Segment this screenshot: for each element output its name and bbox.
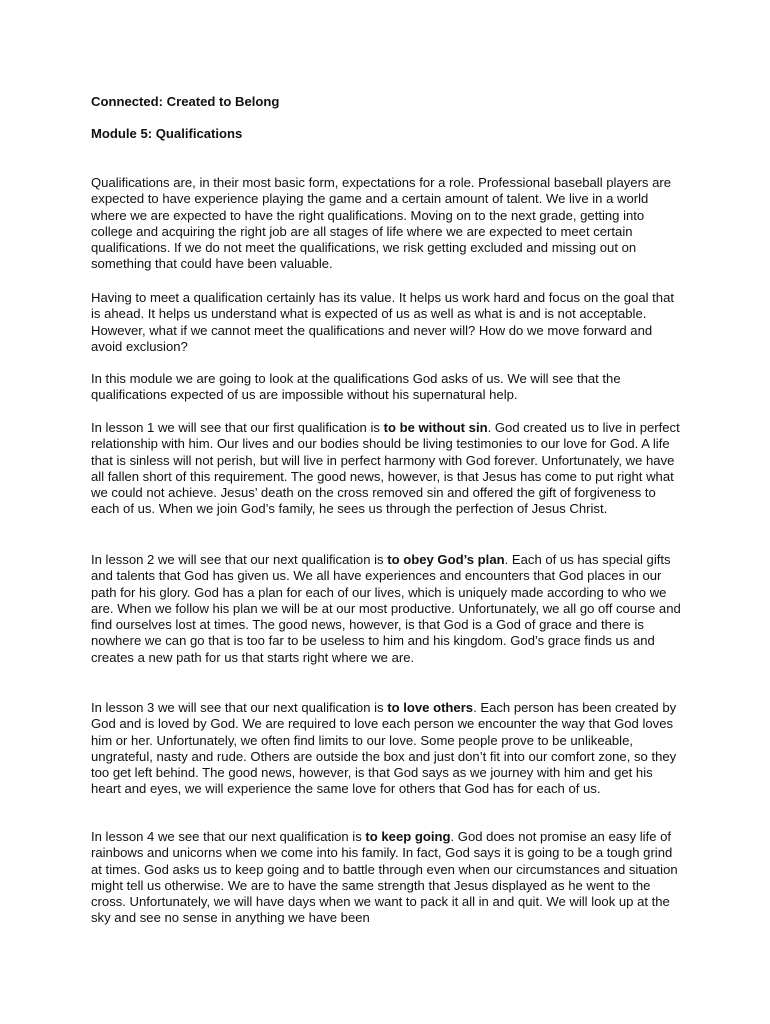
lesson-2-qualification: to obey God’s plan <box>387 552 505 567</box>
lesson-3-paragraph <box>91 700 681 798</box>
intro-paragraph: Qualifications are, in their most basic form, expectations for a role. Professional baseball players are expected to have experience playing the game and a certain amount of talent. We live in a world where we are expected to have the right qualifications. Moving on to the next grade, getting into college and acquiring the right job are all stages of life where we are expected to meet certain qualifications. If we do not meet the qualifications, we risk getting excluded and missing out on something that could have been valuable. <box>91 175 672 272</box>
value-paragraph: Having to meet a qualification certainly has its value. It helps us work hard and focus on the goal that is ahead. It helps us understand what is expected of us as well as what is and is not acceptable. However, what if we cannot meet the qualifications and never will? How do we move forward and avoid exclusion? <box>91 290 675 354</box>
lesson-1-intro: In lesson 1 we will see that our first qualification is <box>91 420 384 435</box>
lesson-2-intro: In lesson 2 we will see that our next qualification is <box>91 552 388 567</box>
lesson-1-body: . God created us to live in perfect relationship with him. Our lives and our bodies should be living testimonies to our love for God. A life that is sinless will not perish, but will live in perfect harmony with God forever. Unfortunately, we have all fallen short of this requirement. The good news, however, is that Jesus has come to put right what we could not achieve. Jesus’ death on the cross removed sin and offered the gift of forgiveness to each of us. When we join God’s family, he sees us through the perfection of Jesus Christ. <box>91 420 680 517</box>
lesson-4-intro: In lesson 4 we see that our next qualification is <box>91 829 366 844</box>
lesson-4-qualification: to keep going <box>365 829 451 844</box>
lesson-2-body: . Each of us has special gifts and talents that God has given us. We all have experiences and encounters that God places in our path for his glory. God has a plan for each of our lives, which is uniquely made according to who we are. When we follow his plan we will be at our most productive. Unfortunately, we all go off course and find ourselves lost at times. The good news, however, is that God is a God of grace and there is nowhere we can go that is too far to be useless to him and his kingdom. God’s grace finds us and creates a new path for us that starts right where we are. <box>91 552 681 665</box>
module-overview-paragraph: In this module we are going to look at the qualifications God asks of us. We will see that the qualifications expected of us are impossible without his supernatural help. <box>91 371 621 403</box>
lesson-3-intro: In lesson 3 we will see that our next qualification is <box>91 700 388 715</box>
lesson-4-paragraph <box>91 829 681 927</box>
document-title: Connected: Created to Belong <box>91 94 280 109</box>
lesson-3-body: . Each person has been created by God and is loved by God. We are required to love each person we encounter the way that God loves him or her. Unfortunately, we often find limits to our love. Some people prove to be unlikeable, ungrateful, nasty and rude. Others are outside the box and just don’t fit into our comfort zone, so they too get left behind. The good news, however, is that God says as we journey with him and get his heart and eyes, we will experience the same love for others that God has for each of us. <box>91 700 677 797</box>
lesson-1-qualification: to be without sin <box>383 420 488 435</box>
lesson-2-paragraph <box>91 552 681 666</box>
module-heading: Module 5: Qualifications <box>91 126 243 141</box>
lesson-4-body: . God does not promise an easy life of rainbows and unicorns when we come into his family. In fact, God says it is going to be a tough grind at times. God asks us to keep going and to battle through even when our circumstances and situation might tell us otherwise. We are to have the same strength that Jesus displayed as he went to the cross. Unfortunately, we will have days when we want to pack it all in and quit. We will look up at the sky and see no sense in anything we have been <box>91 829 678 926</box>
lesson-1-paragraph <box>91 420 681 518</box>
lesson-3-qualification: to love others <box>387 700 474 715</box>
